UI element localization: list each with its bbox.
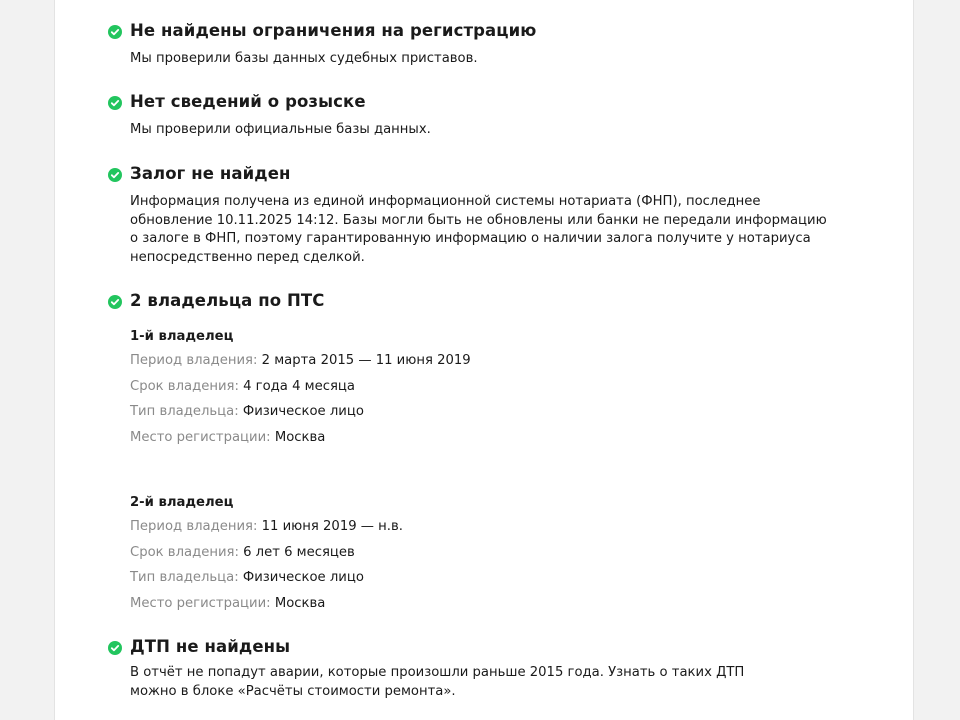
- owner-2-duration: [130, 545, 355, 560]
- wanted-title: Нет сведений о розыске: [130, 92, 366, 111]
- row-label: Срок владения:: [130, 379, 239, 394]
- row-value: 4 года 4 месяца: [243, 379, 355, 394]
- owner-1-type: [130, 404, 364, 419]
- wanted-description: Мы проверили официальные базы данных.: [130, 122, 431, 137]
- row-label: Период владения:: [130, 353, 258, 368]
- row-label: Место регистрации:: [130, 430, 271, 445]
- pledge-title: Залог не найден: [130, 164, 291, 183]
- row-label: Место регистрации:: [130, 596, 271, 611]
- check-circle-icon: [108, 25, 122, 39]
- owner-2-type: [130, 570, 364, 585]
- owner-1-duration: [130, 379, 355, 394]
- owner-2-heading: 2-й владелец: [130, 495, 234, 510]
- check-circle-icon: [108, 96, 122, 110]
- row-label: Тип владельца:: [130, 404, 239, 419]
- restrictions-title: Не найдены ограничения на регистрацию: [130, 21, 537, 40]
- row-value: Москва: [274, 430, 326, 445]
- accidents-description: В отчёт не попадут аварии, которые произошли раньше 2015 года. Узнать о таких ДТП можно в блоке «Расчёты стоимости ремонта».: [130, 665, 745, 699]
- pledge-description: Информация получена из единой информационной системы нотариата (ФНП), последнее обновление 10.11.2025 14:12. Базы могли быть не обновлены или банки не передали информацию о залоге в ФНП, поэтому гарантированную информацию о наличии залога получите у нотариуса непосредственно перед сделкой.: [130, 194, 827, 265]
- check-circle-icon: [108, 641, 122, 655]
- owners-title: 2 владельца по ПТС: [130, 291, 325, 310]
- row-value: Физическое лицо: [242, 404, 364, 419]
- row-value: 2 марта 2015 — 11 июня 2019: [261, 353, 471, 368]
- owner-1-location: [130, 430, 325, 445]
- check-circle-icon: [108, 168, 122, 182]
- row-value: 6 лет 6 месяцев: [243, 545, 355, 560]
- owner-1-period: [130, 353, 471, 368]
- accidents-title: ДТП не найдены: [130, 637, 291, 656]
- owner-2-period: [130, 519, 403, 534]
- row-label: Период владения:: [130, 519, 258, 534]
- owner-1-heading: 1-й владелец: [130, 329, 234, 344]
- restrictions-description: Мы проверили базы данных судебных приставов.: [130, 51, 478, 66]
- row-label: Тип владельца:: [130, 570, 239, 585]
- report-card: [54, 0, 914, 720]
- row-value: Физическое лицо: [242, 570, 364, 585]
- owner-2-location: [130, 596, 325, 611]
- row-value: Москва: [274, 596, 326, 611]
- row-label: Срок владения:: [130, 545, 239, 560]
- check-circle-icon: [108, 295, 122, 309]
- row-value: 11 июня 2019 — н.в.: [261, 519, 403, 534]
